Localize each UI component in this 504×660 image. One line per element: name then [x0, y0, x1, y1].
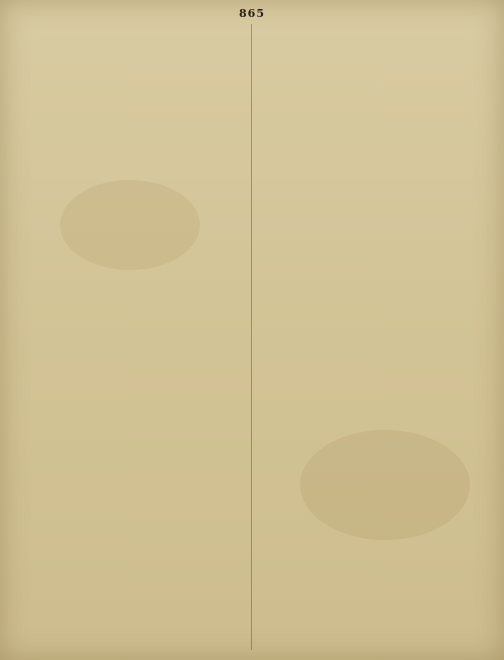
text-column-left	[14, 24, 242, 650]
page-number: 865	[239, 7, 265, 20]
text-column-right	[262, 24, 490, 650]
column-divider	[251, 24, 252, 650]
